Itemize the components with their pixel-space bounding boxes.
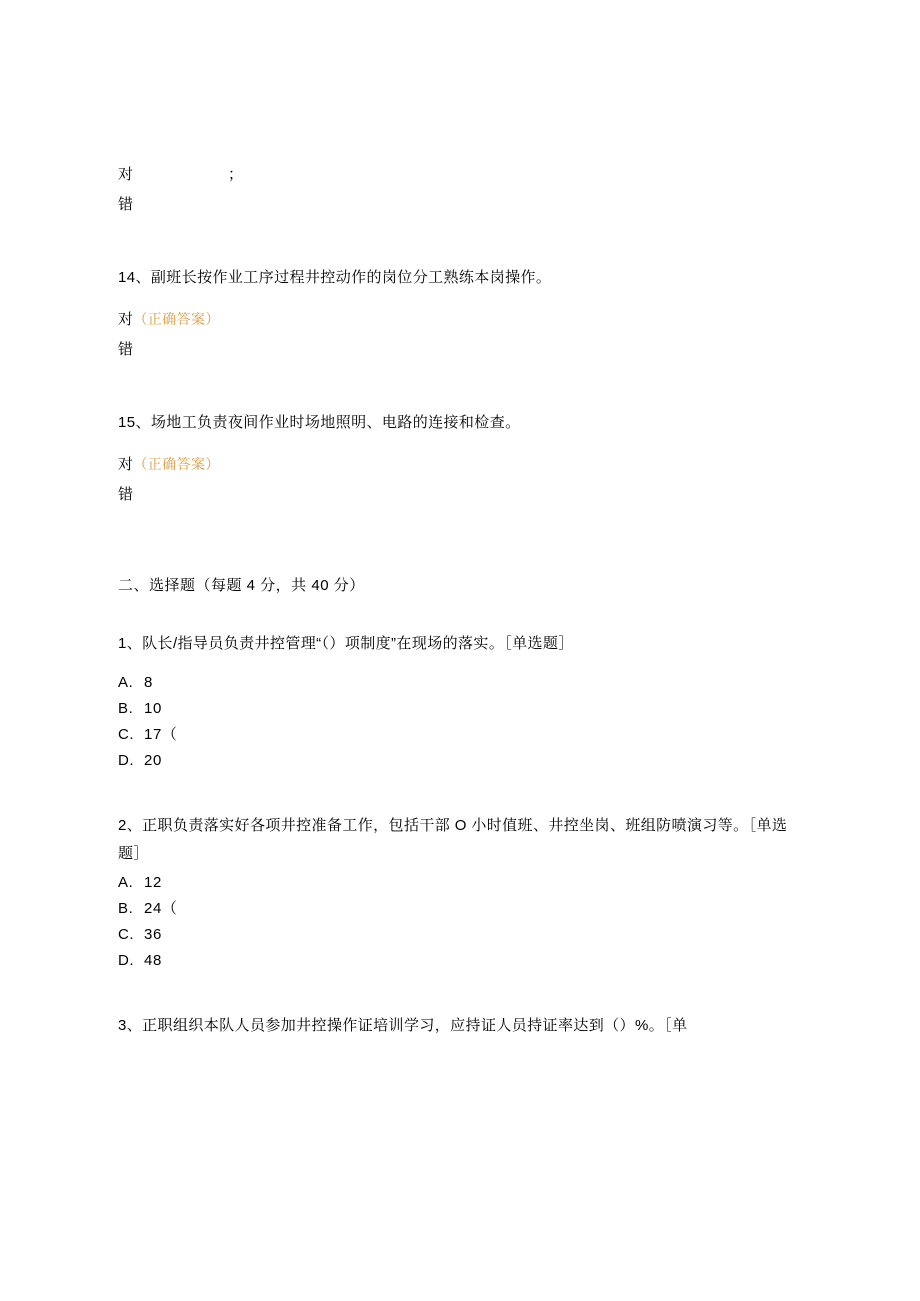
question-15-number: 15、 (118, 414, 151, 431)
choice-2-option-d-value: 48 (144, 952, 162, 969)
true-false-item-15 (118, 409, 802, 510)
choice-2-number: 2、 (118, 817, 143, 834)
choice-2-text (118, 812, 802, 868)
tf-tail-true-row (118, 160, 802, 190)
spacer (118, 600, 802, 630)
true-false-item-14 (118, 264, 802, 365)
section-heading-multiple-choice: 二、选择题（每题 4 分，共 40 分） (118, 577, 365, 594)
question-14-number: 14、 (118, 269, 151, 286)
choice-2-option-d[interactable] (118, 948, 802, 974)
choice-1-option-a[interactable] (118, 670, 802, 696)
choice-2-option-b-value: 24（ (144, 900, 178, 917)
spacer (118, 294, 802, 304)
choice-2-option-c-value: 36 (144, 926, 162, 943)
choice-item-2 (118, 812, 802, 974)
choice-2-option-a-value: 12 (144, 874, 162, 891)
choice-1-option-d-letter: D. (118, 752, 135, 769)
choice-1-option-b[interactable] (118, 696, 802, 722)
choice-2-option-a-letter: A. (118, 874, 134, 891)
question-15-true-row[interactable] (118, 449, 802, 480)
choice-2-body: 正职负责落实好各项井控准备工作，包括干部 O 小时值班、井控坐岗、班组防喷演习等。［单选题］ (118, 817, 788, 862)
choice-1-option-c[interactable] (118, 722, 802, 748)
choice-2-option-d-letter: D. (118, 952, 135, 969)
question-15-option-true[interactable]: 对 (118, 456, 134, 473)
question-15-text (118, 409, 802, 437)
choice-1-text (118, 630, 802, 658)
choice-3-text (118, 1012, 802, 1040)
spacer (118, 510, 802, 572)
spacer (118, 439, 802, 449)
question-15-body: 场地工负责夜间作业时场地照明、电路的连接和检查。 (150, 414, 521, 431)
question-14-true-row[interactable] (118, 304, 802, 335)
spacer (118, 974, 802, 1012)
choice-1-option-c-value: 17（ (144, 726, 178, 743)
question-15-option-false[interactable]: 错 (118, 486, 134, 503)
question-14-body: 副班长按作业工序过程井控动作的岗位分工熟练本岗操作。 (150, 269, 552, 286)
choice-item-1 (118, 630, 802, 774)
spacer (118, 365, 802, 409)
spacer (118, 660, 802, 670)
tf-tail-option-true[interactable]: 对 (118, 166, 134, 183)
choice-1-option-c-letter: C. (118, 726, 135, 743)
tf-tail-semicolon: ； (228, 166, 244, 183)
spacer (118, 220, 802, 264)
choice-2-option-c-letter: C. (118, 926, 135, 943)
true-false-tail-block (118, 160, 802, 220)
choice-1-option-d-value: 20 (144, 752, 162, 769)
choice-2-option-b[interactable] (118, 896, 802, 922)
choice-2-option-c[interactable] (118, 922, 802, 948)
choice-2-option-a[interactable] (118, 870, 802, 896)
choice-1-number: 1、 (118, 635, 143, 652)
choice-3-body: 正职组织本队人员参加井控操作证培训学习，应持证人员持证率达到（）%。［单 (142, 1017, 688, 1034)
question-15-correct-answer-tag: （正确答案） (133, 456, 220, 472)
choice-item-3 (118, 1012, 802, 1040)
choice-1-option-a-letter: A. (118, 674, 134, 691)
spacer (118, 774, 802, 812)
question-14-text (118, 264, 802, 292)
question-14-option-true[interactable]: 对 (118, 311, 134, 328)
choice-1-option-d[interactable] (118, 748, 802, 774)
choice-3-number: 3、 (118, 1017, 143, 1034)
tf-tail-option-false[interactable]: 错 (118, 196, 134, 213)
choice-1-option-b-value: 10 (144, 700, 162, 717)
question-14-option-false[interactable]: 错 (118, 341, 134, 358)
choice-1-option-b-letter: B. (118, 700, 134, 717)
choice-1-option-a-value: 8 (144, 674, 153, 691)
choice-2-option-b-letter: B. (118, 900, 134, 917)
question-14-correct-answer-tag: （正确答案） (133, 311, 220, 327)
choice-1-body: 队长/指导员负责井控管理“（）项制度”在现场的落实。［单选题］ (142, 635, 574, 652)
